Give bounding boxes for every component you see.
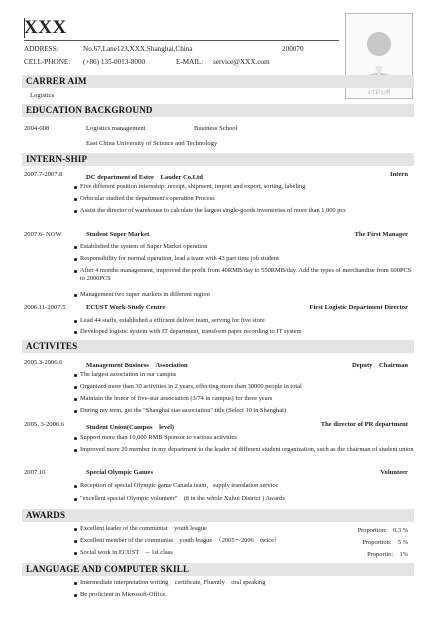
section-title: CARRER AIM <box>26 76 87 86</box>
entry-date: 2006.11-2007.5 <box>24 304 66 311</box>
phone-value: (+86) 135-0013-8000 <box>83 58 146 66</box>
bullet-item: Orbicular studied the department's operation Process <box>80 195 416 203</box>
section-title: ACTIVITES <box>26 341 78 351</box>
bullet-item: After 4 months management, improved the profit from 40RMB/day to 550RMB/day. Add the types of merchandise from 600PCS to 2000PCS <box>80 267 416 283</box>
bullet-item: Responsibility for normal operation, lead a team with 43 part time job student <box>80 255 416 263</box>
award-item: Social work in ECUST -- 1st class <box>80 549 330 557</box>
education-school: Business School <box>194 125 238 132</box>
postcode-value: 200070 <box>282 45 304 53</box>
career-aim-text: Logistics <box>30 92 55 99</box>
bullet-item: Lead 44 staffs, established a efficient deliver team, serving for five store <box>80 317 416 325</box>
entry-org: Special Olympic Games <box>86 469 154 476</box>
bullet-item: "excellent special Olympic volunteer" (8 in the whole Xuhui District ) Awards <box>80 495 416 503</box>
section-education <box>22 104 414 117</box>
bullet-item: Organized more than 30 activities in 2 years, effecting more than 30000 people in total <box>80 383 416 391</box>
award-item: Excellent leader of the communist youth league <box>80 525 330 533</box>
bullet-item: Support more than 10,000 RMB Sponsor to various activities <box>80 434 416 442</box>
section-awards <box>22 509 414 522</box>
skill-item: Be proficient in Microsoft-Office. <box>80 591 416 599</box>
entry-org: Student Super Market <box>86 231 150 238</box>
photo-caption: 1寸彩公照 <box>367 91 391 96</box>
award-proportion: Proportion: 5 % <box>362 539 408 546</box>
award-item: Excellent member of the communist youth league （2005～2006 twice） <box>80 537 330 545</box>
award-proportion: Proportion: 0.3 % <box>357 527 408 534</box>
entry-date: 2007.7-2007.8 <box>24 171 63 178</box>
bullet-item: Reception of special Olympic game Canada team，supply translation service <box>80 482 416 490</box>
education-date: 2004-008 <box>24 125 50 132</box>
entry-date: 2005.3-2006.6 <box>24 359 63 366</box>
skill-item: Intermediate interpretation writing certificate, Fluently oral speaking <box>80 579 416 587</box>
section-activities <box>22 340 414 353</box>
section-title: INTERN-SHIP <box>26 154 88 164</box>
section-title: LANGUAGE AND COMPUTER SKILL <box>26 564 190 574</box>
education-university: East China University of Science and Technology <box>86 140 218 147</box>
header-divider <box>24 40 339 41</box>
entry-org: DC department of Estee Lauder Co.Ltd <box>86 174 203 181</box>
bullet-item: Established the system of Super Market operation <box>80 243 416 251</box>
section-language-skill <box>22 563 414 576</box>
section-title: EDUCATION BACKGROUND <box>26 105 153 115</box>
bullet-item: During my term, get the "Shanghai star association" title (Select 10 in Shanghai) <box>80 407 416 415</box>
bullet-item: Developed logistic system with IT department, transform paper recording to IT system <box>80 328 416 336</box>
section-internship <box>22 153 414 166</box>
bullet-item: Improved more 20 member in my department to the leader of different student organization, such as the chairman of student union <box>80 446 416 454</box>
entry-role: The director of PR department <box>320 421 408 428</box>
email-label: E-MAIL: <box>176 58 204 66</box>
entry-role: Intern <box>390 171 408 178</box>
email-value: service@XXX.com <box>213 58 270 66</box>
entry-date: 2005. 3-2006.6 <box>24 421 65 428</box>
section-career-aim <box>22 75 414 88</box>
education-major: Logistics management <box>86 125 146 132</box>
bullet-item: Management two super markets in different region <box>80 291 416 299</box>
entry-org: ECUST Work-Study Centre <box>86 304 166 311</box>
address-value: No.67,Lane123,XXX,Shanghai,China <box>83 45 193 53</box>
applicant-name: XXX <box>24 17 67 38</box>
phone-label: CELL-PHONE: <box>24 58 71 66</box>
award-proportion: Proportio: 1% <box>367 551 408 558</box>
bullet-item: Five different position internship: receipt, shipment, import and export, sorting, labeling <box>80 183 416 191</box>
bullet-item: Assist the director of warehouse to calculate the largest single-goods inventories of more than 1,000 pcs <box>80 207 416 215</box>
entry-date: 2007.6- NOW <box>24 231 62 238</box>
address-label: ADDRESS: <box>24 45 59 53</box>
entry-date: 2007.10 <box>24 469 46 476</box>
section-title: AWARDS <box>26 510 66 520</box>
entry-role: First Logistic Department Director <box>309 304 408 311</box>
bullet-item: The largest association in our campus <box>80 371 416 379</box>
bullet-item: Maintain the honor of five-star association (3/74 in campus) for three years <box>80 395 416 403</box>
entry-role: Volunteer <box>380 469 408 476</box>
entry-role: Deputy Chairman <box>351 362 408 369</box>
entry-org: Student Union(Campus level) <box>86 424 175 431</box>
entry-org: Management Business Association <box>86 362 188 369</box>
entry-role: The First Manager <box>354 231 408 238</box>
